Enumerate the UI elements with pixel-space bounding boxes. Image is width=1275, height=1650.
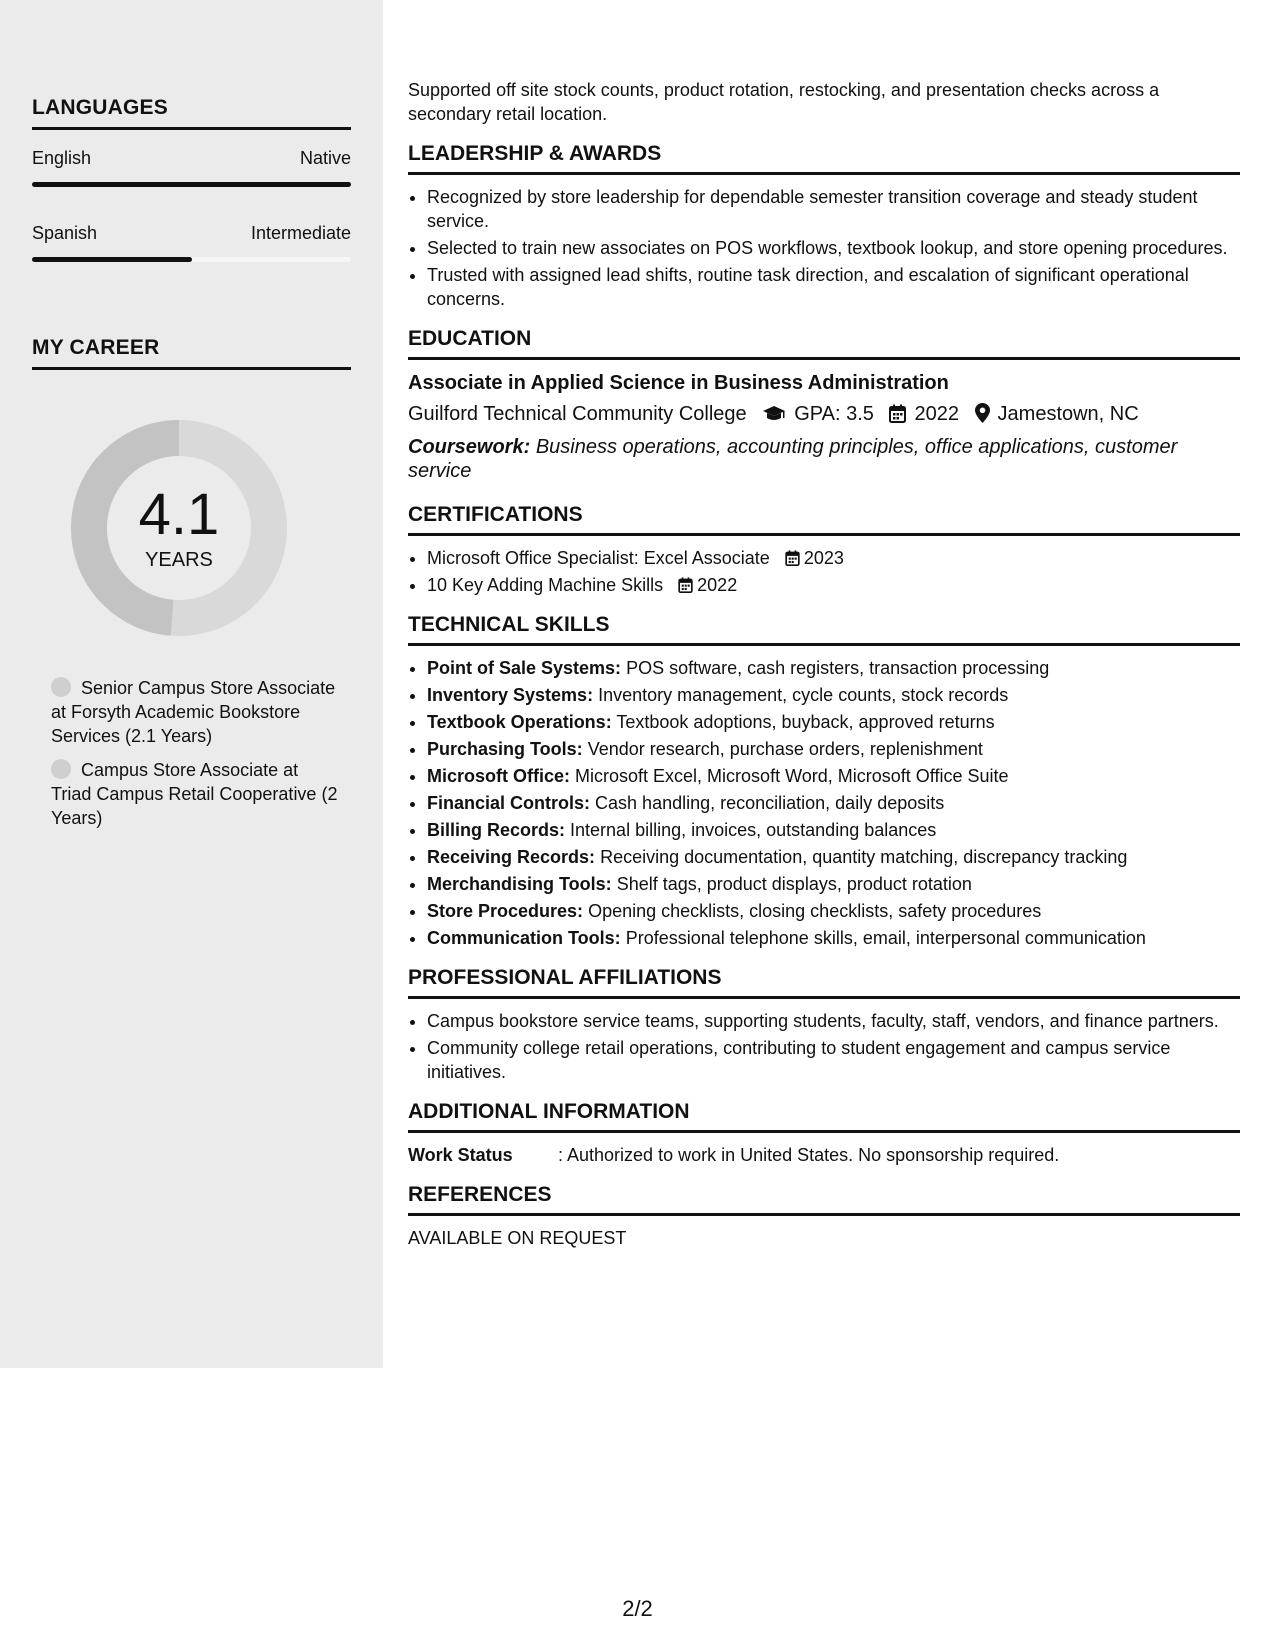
skill-value: Inventory management, cycle counts, stock records <box>598 685 1009 705</box>
references-text: AVAILABLE ON REQUEST <box>408 1228 627 1248</box>
education-meta <box>408 400 1240 431</box>
skill-label: Inventory Systems: <box>427 685 594 705</box>
certification-year: 2023 <box>803 548 844 568</box>
skill-item <box>427 710 1240 734</box>
language-item <box>32 223 351 262</box>
languages-title: LANGUAGES <box>32 96 351 130</box>
coursework-text: Business operations, accounting principles, office applications, customer service <box>408 436 1178 482</box>
work-status-label: Work Status <box>408 1145 513 1165</box>
career-dot <box>51 677 71 697</box>
certification-name: 10 Key Adding Machine Skills <box>427 575 664 595</box>
skill-item <box>427 872 1240 896</box>
skill-item <box>427 791 1240 815</box>
career-item <box>51 676 341 748</box>
education-coursework <box>408 435 1240 483</box>
affiliation-item: • Campus bookstore service teams, supporting students, faculty, staff, vendors, and finance partners. <box>427 1009 1240 1033</box>
sidebar <box>0 0 383 1368</box>
certification-item <box>427 546 1240 570</box>
education-school: Guilford Technical Community College <box>408 403 747 425</box>
career-item-text: Senior Campus Store Associate at Forsyth Academic Bookstore Services (2.1 Years) <box>51 678 336 746</box>
career-list <box>51 676 341 840</box>
skill-value: Opening checklists, closing checklists, safety procedures <box>588 901 1042 921</box>
skill-label: Textbook Operations: <box>427 712 612 732</box>
skill-item <box>427 737 1240 761</box>
skills-title: TECHNICAL SKILLS <box>408 613 1240 646</box>
certification-item <box>427 573 1240 597</box>
calendar-icon <box>678 577 693 593</box>
additional-info-title: ADDITIONAL INFORMATION <box>408 1100 1240 1133</box>
calendar-icon <box>785 550 800 566</box>
skill-item <box>427 926 1240 950</box>
skill-value: POS software, cash registers, transaction processing <box>626 658 1050 678</box>
career-item-text: Campus Store Associate at Triad Campus Retail Cooperative (2 Years) <box>51 760 338 828</box>
career-item <box>51 758 341 830</box>
additional-info-section <box>408 1100 1240 1167</box>
skill-value: Internal billing, invoices, outstanding balances <box>570 820 937 840</box>
skill-item <box>427 656 1240 680</box>
language-proficiency-bar <box>32 257 351 262</box>
affiliations-section <box>408 966 1240 1084</box>
experience-continuation-text: Supported off site stock counts, product rotation, restocking, and presentation checks across a secondary retail location. <box>408 80 1160 124</box>
leadership-section <box>408 142 1240 311</box>
affiliation-item: • Community college retail operations, contributing to student engagement and campus service initiatives. <box>427 1036 1240 1084</box>
calendar-icon <box>889 403 906 431</box>
language-item <box>32 148 351 187</box>
skill-item <box>427 683 1240 707</box>
language-name: Spanish <box>32 223 98 243</box>
references-title: REFERENCES <box>408 1183 1240 1216</box>
education-title: EDUCATION <box>408 327 1240 360</box>
skill-label: Purchasing Tools: <box>427 739 583 759</box>
affiliations-title: PROFESSIONAL AFFILIATIONS <box>408 966 1240 999</box>
language-proficiency-fill <box>32 257 192 262</box>
education-degree: Associate in Applied Science in Business Administration <box>408 372 949 394</box>
location-pin-icon <box>975 403 990 431</box>
skill-value: Microsoft Excel, Microsoft Word, Microsoft Office Suite <box>575 766 1009 786</box>
work-status-value: : Authorized to work in United States. No sponsorship required. <box>558 1145 1060 1165</box>
leadership-item: • Trusted with assigned lead shifts, routine task direction, and escalation of significant operational concerns. <box>427 263 1240 311</box>
references-section <box>408 1183 1240 1250</box>
work-status-row <box>408 1143 1240 1167</box>
career-section <box>32 336 351 370</box>
certifications-title: CERTIFICATIONS <box>408 503 1240 536</box>
leadership-item: • Recognized by store leadership for dependable semester transition coverage and steady student service. <box>427 185 1240 233</box>
language-proficiency-bar <box>32 182 351 187</box>
coursework-label: Coursework: <box>408 436 531 458</box>
certification-name: Microsoft Office Specialist: Excel Associate <box>427 548 770 568</box>
skill-label: Financial Controls: <box>427 793 591 813</box>
skill-item <box>427 899 1240 923</box>
skill-value: Receiving documentation, quantity matching, discrepancy tracking <box>600 847 1128 867</box>
certification-year: 2022 <box>697 575 738 595</box>
education-gpa: GPA: 3.5 <box>794 403 874 425</box>
leadership-title: LEADERSHIP & AWARDS <box>408 142 1240 175</box>
language-name: English <box>32 148 92 168</box>
education-location: Jamestown, NC <box>997 403 1139 425</box>
skill-value: Vendor research, purchase orders, replenishment <box>587 739 983 759</box>
skill-label: Billing Records: <box>427 820 566 840</box>
skill-value: Textbook adoptions, buyback, approved returns <box>616 712 995 732</box>
skill-value: Cash handling, reconciliation, daily deposits <box>595 793 945 813</box>
career-years-unit: YEARS <box>145 549 213 571</box>
career-title: MY CAREER <box>32 336 351 370</box>
skill-item <box>427 764 1240 788</box>
language-level: Intermediate <box>250 223 351 243</box>
career-dot <box>51 759 71 779</box>
main-content <box>408 78 1240 1250</box>
language-level: Native <box>299 148 351 168</box>
career-donut-chart <box>66 415 292 641</box>
education-section <box>408 327 1240 483</box>
leadership-item: • Selected to train new associates on POS workflows, textbook lookup, and store opening procedures. <box>427 236 1240 260</box>
skill-label: Communication Tools: <box>427 928 621 948</box>
certifications-section <box>408 503 1240 597</box>
page-number: 2/2 <box>622 1596 653 1621</box>
skill-label: Receiving Records: <box>427 847 596 867</box>
language-proficiency-fill <box>32 182 351 187</box>
skills-section <box>408 613 1240 950</box>
graduation-cap-icon <box>762 403 786 431</box>
skill-item <box>427 845 1240 869</box>
skill-item <box>427 818 1240 842</box>
skill-label: Merchandising Tools: <box>427 874 612 894</box>
skill-label: Microsoft Office: <box>427 766 571 786</box>
languages-section <box>32 96 351 262</box>
skill-label: Store Procedures: <box>427 901 584 921</box>
career-total-years: 4.1 <box>138 482 220 547</box>
skill-value: Shelf tags, product displays, product rotation <box>616 874 972 894</box>
skill-value: Professional telephone skills, email, interpersonal communication <box>625 928 1146 948</box>
education-year: 2022 <box>914 403 959 425</box>
skill-label: Point of Sale Systems: <box>427 658 622 678</box>
